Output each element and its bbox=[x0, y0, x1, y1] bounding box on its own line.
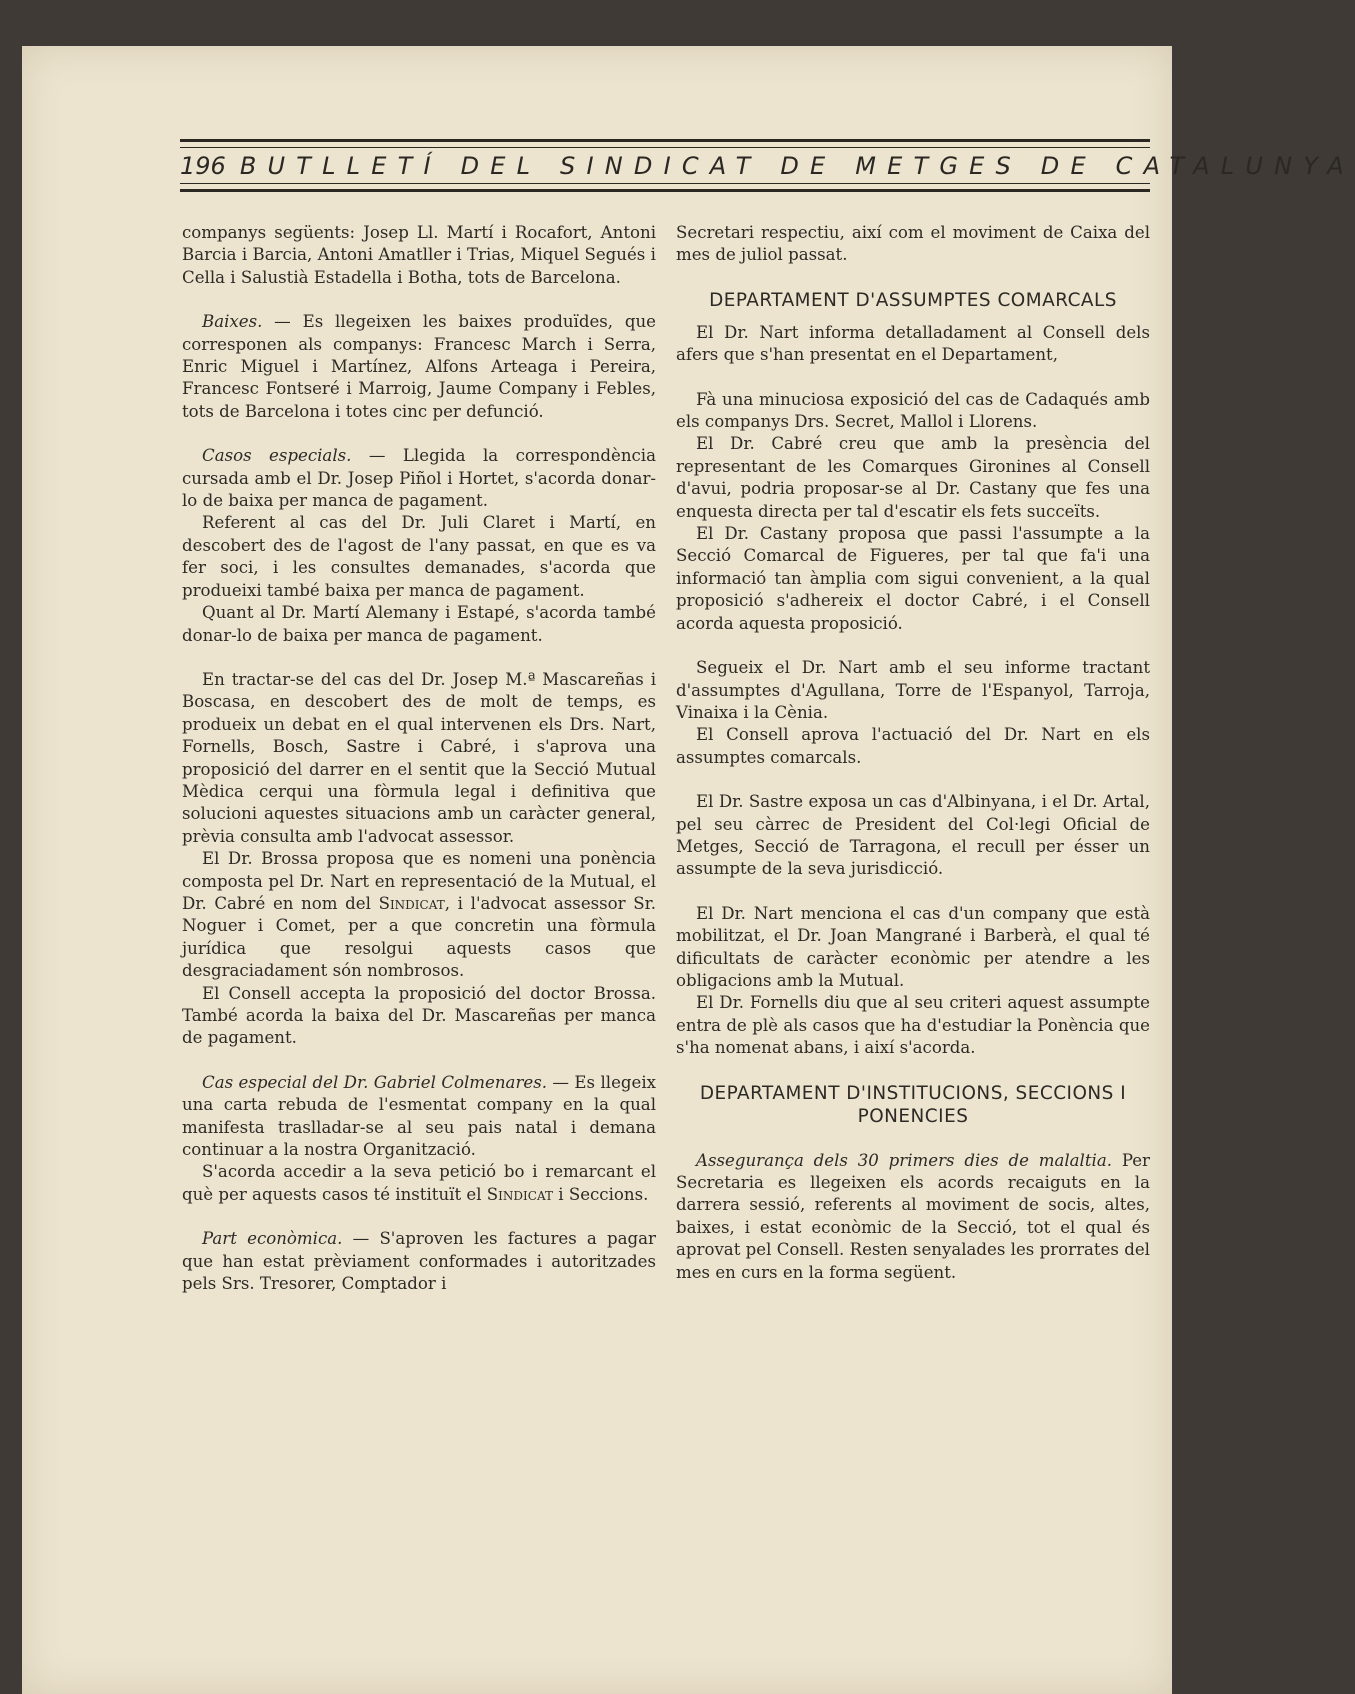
paragraph: El Dr. Brossa proposa que es nomeni una ponència composta pel Dr. Nart en representació de la Mutual, el Dr. Cabré en nom del Sindicat, i l'advocat assessor Sr. Noguer i Comet, per a que concretin una fòrmula jurídica que resolgui aquests casos que desgraciadament són nombrosos. bbox=[182, 849, 656, 981]
paragraph: El Dr. Cabré creu que amb la presència del representant de les Comarques Gironines al Consell d'avui, podria proposar-se al Dr. Castany que fes una enquesta directa per tal d'escatir els fets succeïts. bbox=[676, 434, 1150, 521]
journal-page bbox=[22, 46, 1355, 1694]
section-lead: Assegurança dels 30 primers dies de malaltia. bbox=[696, 1150, 1112, 1170]
paragraph: El Dr. Nart menciona el cas d'un company que està mobilitzat, el Dr. Joan Mangrané i Barberà, el qual té dificultats de caràcter econòmic per atendre a les obligacions amb la Mutual. bbox=[676, 903, 1150, 990]
section-heading: DEPARTAMENT D'INSTITUCIONS, SECCIONS I PONENCIES bbox=[699, 1082, 1127, 1127]
paragraph: S'acorda accedir a la seva petició bo i remarcant el què per aquests casos té instituït el Sindicat i Seccions. bbox=[182, 1162, 656, 1204]
paragraph-baixes: Baixes. — Es llegeixen les baixes produïdes, que corresponen als companys: Francesc March i Serra, Enric Miguel i Martínez, Alfons Arteaga i Pereira, Francesc Fontseré i Marroig, Jaume Company i Febles, tots de Barcelona i totes cinc per defunció. bbox=[182, 312, 656, 421]
paragraph: El Dr. Fornells diu que al seu criteri aquest assumpte entra de plè als casos que ha d'estudiar la Ponència que s'ha nomenat abans, i així s'acorda. bbox=[676, 993, 1150, 1058]
section-lead: Part econòmica. bbox=[202, 1229, 343, 1249]
paragraph: Segueix el Dr. Nart amb el seu informe tractant d'assumptes d'Agullana, Torre de l'Espanyol, Tarroja, Vinaixa i la Cènia. bbox=[676, 658, 1150, 722]
header-rule-top-thin bbox=[180, 147, 1150, 148]
right-column bbox=[676, 222, 1150, 1284]
paragraph: Referent al cas del Dr. Juli Claret i Martí, en descobert des de l'agost de l'any passat, en que es va fer soci, i les consultes demanades, s'acorda que produeixi també baixa per manca de pagament. bbox=[182, 513, 656, 600]
header-rule-top bbox=[180, 139, 1150, 142]
section-lead: Cas especial del Dr. Gabriel Colmenares. bbox=[202, 1072, 547, 1092]
paragraph-casos-especials: Casos especials. — Llegida la correspondència cursada amb el Dr. Josep Piñol i Hortet, s'acorda donar-lo de baixa per manca de pagament. bbox=[182, 446, 657, 511]
paragraph: El Dr. Nart informa detalladament al Consell dels afers que s'han presentat en el Departament, bbox=[676, 322, 1150, 365]
paragraph: El Dr. Sastre exposa un cas d'Albinyana, i el Dr. Artal, pel seu càrrec de President del Col·legi Oficial de Metges, Secció de Tarragona, el recull per ésser un assumpte de la seva jurisdicció. bbox=[676, 792, 1150, 879]
paragraph: En tractar-se del cas del Dr. Josep M.ª Mascareñas i Boscasa, en descobert des de molt de temps, es produeix un debat en el qual intervenen els Drs. Nart, Fornells, Bosch, Sastre i Cabré, i s'aprova una proposició del darrer en el sentit que la Secció Mutual Mèdica cerqui una fòrmula legal i definitiva que solucioni aquestes situacions amb un caràcter general, prèvia consulta amb l'advocat assessor. bbox=[182, 669, 656, 846]
paragraph-cas-especial: Cas especial del Dr. Gabriel Colmenares. — Es llegeix una carta rebuda de l'esmentat company en la qual manifesta traslladar-se al seu pais natal i demana continuar a la nostra Organització. bbox=[182, 1072, 656, 1160]
paragraph: El Consell accepta la proposició del doctor Brossa. També acorda la baixa del Dr. Mascareñas per manca de pagament. bbox=[182, 983, 656, 1048]
section-lead: Baixes. bbox=[202, 312, 263, 332]
header-rule-bottom bbox=[180, 189, 1150, 192]
section-heading: DEPARTAMENT D'ASSUMPTES COMARCALS bbox=[709, 289, 1117, 311]
left-column bbox=[182, 222, 656, 1295]
header-rule-bottom-thin bbox=[180, 183, 1150, 184]
paragraph: Quant al Dr. Martí Alemany i Estapé, s'acorda també donar-lo de baixa per manca de pagament. bbox=[182, 603, 656, 645]
page-number: 196 bbox=[180, 152, 226, 180]
paragraph: El Consell aprova l'actuació del Dr. Nart en els assumptes comarcals. bbox=[676, 725, 1150, 767]
paragraph: Fà una minuciosa exposició del cas de Cadaqués amb els companys Drs. Secret, Mallol i Llorens. bbox=[676, 389, 1150, 432]
journal-title: BUTLLETÍ DEL SINDICAT DE METGES DE CATALUNYA bbox=[239, 152, 1355, 180]
paragraph: El Dr. Castany proposa que passi l'assumpte a la Secció Comarcal de Figueres, per tal que fa'i una informació tan àmplia com sigui convenient, a la qual proposició s'adhereix el doctor Cabré, i el Consell acorda aquesta proposició. bbox=[676, 524, 1150, 633]
paragraph: companys següents: Josep Ll. Martí i Rocafort, Antoni Barcia i Barcia, Antoni Amatller i Trias, Miquel Segués i Cella i Salustià Estadella i Botha, tots de Barcelona. bbox=[182, 223, 656, 287]
paragraph-asseguranca: Assegurança dels 30 primers dies de malaltia. Per Secretaria es llegeixen els acords recaiguts en la darrera sessió, referents al moviment de socis, altes, baixes, i estat econòmic de la Secció, tot el qual és aprovat pel Consell. Resten senyalades les prorrates del mes en curs en la forma següent. bbox=[676, 1150, 1150, 1282]
section-lead: Casos especials. bbox=[202, 446, 352, 466]
paragraph: Secretari respectiu, així com el moviment de Caixa del mes de juliol passat. bbox=[676, 223, 1150, 265]
paragraph-part-economica: Part econòmica. — S'aproven les factures a pagar que han estat prèviament conformades i autoritzades pels Srs. Tresorer, Comptador i bbox=[182, 1229, 656, 1294]
running-header bbox=[180, 150, 1355, 182]
